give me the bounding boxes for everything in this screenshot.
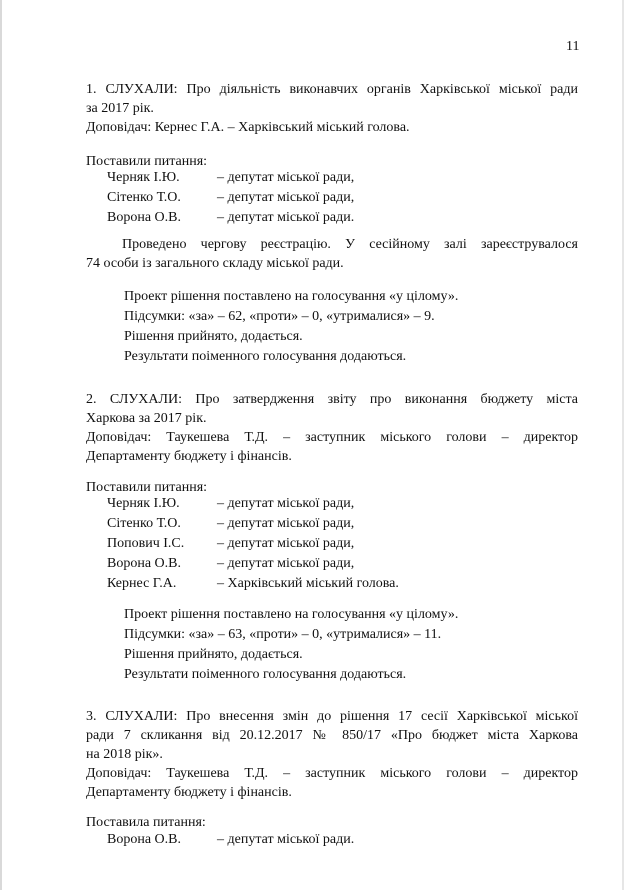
questioner-role: – Харківський міський голова.: [217, 576, 399, 591]
questioner-role: – депутат міської ради.: [217, 210, 355, 225]
questioner-name: Сітенко Т.О.: [107, 190, 181, 205]
vote-line: Рішення прийнято, додається.: [124, 329, 303, 344]
questions-label: Поставила питання:: [86, 815, 206, 830]
vote-line: Проект рішення поставлено на голосування «у цілому».: [124, 289, 459, 304]
questioner-role: – депутат міської ради,: [217, 536, 355, 551]
item-heard-line: за 2017 рік.: [86, 101, 154, 116]
item-heard-line: ради 7 скликання від 20.12.2017 № 850/17 «Про бюджет міста Харкова: [86, 728, 578, 743]
questions-label: Поставили питання:: [86, 480, 208, 495]
questioner-name: Попович І.С.: [107, 536, 185, 551]
vote-line: Результати поіменного голосування додаються.: [124, 349, 407, 364]
page-number: 11: [566, 39, 580, 54]
questioner-name: Кернес Г.А.: [107, 576, 177, 591]
page-edge-left: [0, 0, 2, 890]
vote-line: Результати поіменного голосування додаються.: [124, 667, 407, 682]
item-reporter: Доповідач: Таукешева Т.Д. – заступник міського голови – директор: [86, 430, 578, 445]
questioner-name: Черняк І.Ю.: [107, 170, 180, 185]
item-reporter: Доповідач: Кернес Г.А. – Харківський міський голова.: [86, 120, 410, 135]
questioner-role: – депутат міської ради,: [217, 496, 355, 511]
vote-line: Підсумки: «за» – 63, «проти» – 0, «утрималися» – 11.: [124, 627, 442, 642]
questioner-role: – депутат міської ради.: [217, 832, 355, 847]
item-heard-line: 2. СЛУХАЛИ: Про затвердження звіту про виконання бюджету міста: [86, 392, 578, 407]
registration-text: 74 особи із загального складу міської ради.: [86, 256, 344, 271]
vote-line: Проект рішення поставлено на голосування «у цілому».: [124, 607, 459, 622]
questioner-name: Ворона О.В.: [107, 556, 181, 571]
item-reporter: Доповідач: Таукешева Т.Д. – заступник міського голови – директор: [86, 766, 578, 781]
questioner-role: – депутат міської ради,: [217, 516, 355, 531]
questioner-name: Сітенко Т.О.: [107, 516, 181, 531]
item-heard-line: на 2018 рік».: [86, 747, 163, 762]
questioner-name: Ворона О.В.: [107, 832, 181, 847]
questioner-name: Ворона О.В.: [107, 210, 181, 225]
item-heard-line: 3. СЛУХАЛИ: Про внесення змін до рішення 17 сесії Харківської міської: [86, 709, 578, 724]
vote-line: Рішення прийнято, додається.: [124, 647, 303, 662]
item-reporter: Департаменту бюджету і фінансів.: [86, 449, 292, 464]
vote-line: Підсумки: «за» – 62, «проти» – 0, «утрималися» – 9.: [124, 309, 435, 324]
questioner-role: – депутат міської ради,: [217, 170, 355, 185]
item-reporter: Департаменту бюджету і фінансів.: [86, 785, 292, 800]
item-heard-line: 1. СЛУХАЛИ: Про діяльність виконавчих органів Харківської міської ради: [86, 82, 578, 97]
questions-label: Поставили питання:: [86, 154, 208, 169]
item-heard-line: Харкова за 2017 рік.: [86, 411, 207, 426]
questioner-role: – депутат міської ради,: [217, 556, 355, 571]
questioner-name: Черняк І.Ю.: [107, 496, 180, 511]
questioner-role: – депутат міської ради,: [217, 190, 355, 205]
registration-text: Проведено чергову реєстрацію. У сесійному залі зареєструвалося: [122, 237, 578, 252]
